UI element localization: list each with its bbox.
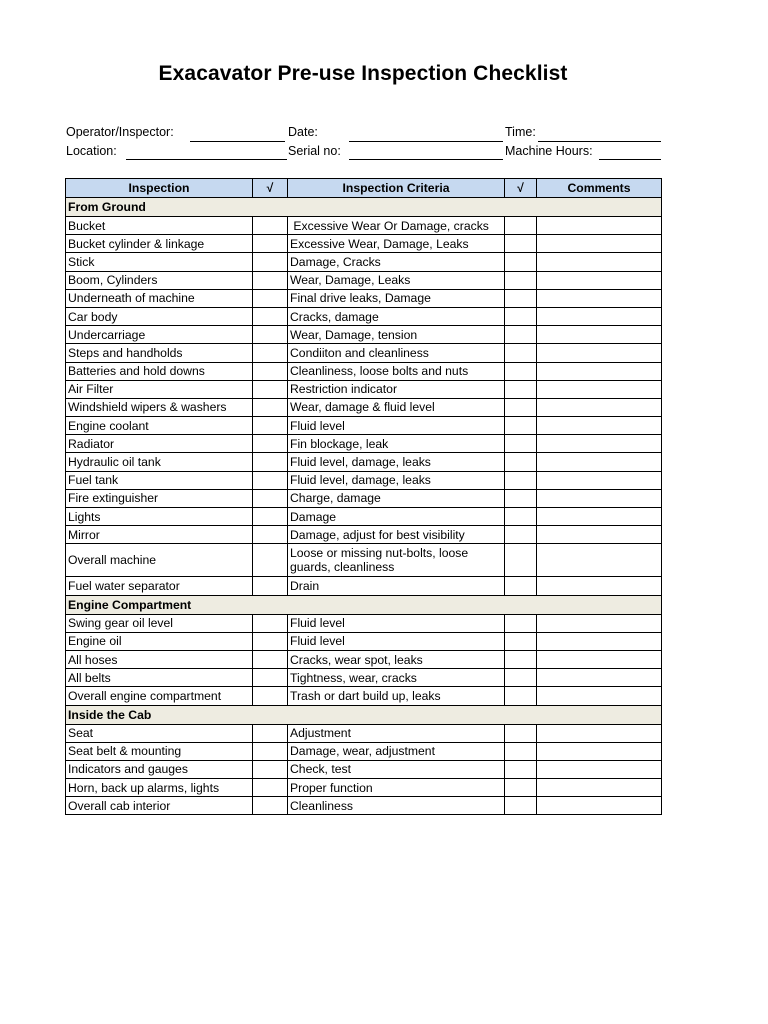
table-row: [66, 508, 662, 526]
check-cell-2[interactable]: [505, 760, 537, 778]
inspection-item: Engine oil: [66, 632, 253, 650]
inspection-criteria: Wear, damage & fluid level: [288, 398, 505, 416]
comments-cell[interactable]: [537, 489, 662, 507]
check-cell-1[interactable]: [253, 614, 288, 632]
comments-cell[interactable]: [537, 724, 662, 742]
check-cell-1[interactable]: [253, 544, 288, 577]
inspection-item: Hydraulic oil tank: [66, 453, 253, 471]
col-check-2: √: [505, 179, 537, 198]
inspection-criteria: Fluid level, damage, leaks: [288, 453, 505, 471]
check-cell-1[interactable]: [253, 724, 288, 742]
comments-cell[interactable]: [537, 742, 662, 760]
comments-cell[interactable]: [537, 650, 662, 668]
inspection-criteria: Cleanliness: [288, 797, 505, 815]
inspection-criteria: Fluid level: [288, 632, 505, 650]
check-cell-2[interactable]: [505, 614, 537, 632]
check-cell-1[interactable]: [253, 471, 288, 489]
table-row: [66, 797, 662, 815]
check-cell-2[interactable]: [505, 779, 537, 797]
serial-label: Serial no:: [288, 144, 341, 158]
inspection-criteria: Wear, Damage, Leaks: [288, 271, 505, 289]
inspection-item: Overall cab interior: [66, 797, 253, 815]
inspection-item: Overall machine: [66, 544, 253, 577]
inspection-criteria: Wear, Damage, tension: [288, 326, 505, 344]
table-row: [66, 614, 662, 632]
section-row: [66, 595, 662, 614]
inspection-criteria: Damage, Cracks: [288, 253, 505, 271]
table-row: [66, 380, 662, 398]
comments-cell[interactable]: [537, 471, 662, 489]
check-cell-2[interactable]: [505, 344, 537, 362]
check-cell-2[interactable]: [505, 526, 537, 544]
inspection-item: Fuel water separator: [66, 577, 253, 595]
table-row: [66, 650, 662, 668]
check-cell-1[interactable]: [253, 271, 288, 289]
location-label: Location:: [66, 144, 117, 158]
inspection-item: All hoses: [66, 650, 253, 668]
inspection-criteria: Cleanliness, loose bolts and nuts: [288, 362, 505, 380]
operator-field[interactable]: [190, 141, 285, 142]
table-body: [66, 198, 662, 815]
check-cell-1[interactable]: [253, 742, 288, 760]
table-row: [66, 326, 662, 344]
check-cell-1[interactable]: [253, 217, 288, 235]
time-label: Time:: [505, 125, 536, 139]
check-cell-1[interactable]: [253, 650, 288, 668]
table-row: [66, 271, 662, 289]
inspection-criteria: Proper function: [288, 779, 505, 797]
location-field[interactable]: [126, 159, 287, 160]
check-cell-2[interactable]: [505, 289, 537, 307]
inspection-item: Fire extinguisher: [66, 489, 253, 507]
inspection-item: Overall engine compartment: [66, 687, 253, 705]
inspection-criteria: Drain: [288, 577, 505, 595]
inspection-item: Indicators and gauges: [66, 760, 253, 778]
section-row: [66, 198, 662, 217]
table-row: [66, 471, 662, 489]
table-row: [66, 289, 662, 307]
check-cell-1[interactable]: [253, 417, 288, 435]
inspection-item: Boom, Cylinders: [66, 271, 253, 289]
machine-hours-label: Machine Hours:: [505, 144, 593, 158]
check-cell-2[interactable]: [505, 544, 537, 577]
table-row: [66, 669, 662, 687]
table-row: [66, 760, 662, 778]
table-row: [66, 362, 662, 380]
check-cell-2[interactable]: [505, 471, 537, 489]
inspection-criteria: Adjustment: [288, 724, 505, 742]
comments-cell[interactable]: [537, 435, 662, 453]
comments-cell[interactable]: [537, 380, 662, 398]
table-header-row: [66, 179, 662, 198]
check-cell-1[interactable]: [253, 797, 288, 815]
table-row: [66, 526, 662, 544]
check-cell-1[interactable]: [253, 435, 288, 453]
comments-cell[interactable]: [537, 614, 662, 632]
check-cell-2[interactable]: [505, 417, 537, 435]
check-cell-1[interactable]: [253, 398, 288, 416]
operator-label: Operator/Inspector:: [66, 125, 174, 139]
table-row: [66, 724, 662, 742]
check-cell-1[interactable]: [253, 253, 288, 271]
table-row: [66, 253, 662, 271]
check-cell-1[interactable]: [253, 669, 288, 687]
comments-cell[interactable]: [537, 779, 662, 797]
table-row: [66, 544, 662, 577]
check-cell-2[interactable]: [505, 650, 537, 668]
table-row: [66, 307, 662, 325]
inspection-item: All belts: [66, 669, 253, 687]
inspection-item: Lights: [66, 508, 253, 526]
comments-cell[interactable]: [537, 307, 662, 325]
table-row: [66, 344, 662, 362]
table-row: [66, 235, 662, 253]
inspection-criteria: Fluid level: [288, 614, 505, 632]
check-cell-1[interactable]: [253, 453, 288, 471]
check-cell-1[interactable]: [253, 326, 288, 344]
col-comments: Comments: [537, 179, 662, 198]
inspection-criteria: Restriction indicator: [288, 380, 505, 398]
comments-cell[interactable]: [537, 217, 662, 235]
inspection-criteria: Final drive leaks, Damage: [288, 289, 505, 307]
check-cell-1[interactable]: [253, 508, 288, 526]
check-cell-2[interactable]: [505, 380, 537, 398]
check-cell-1[interactable]: [253, 344, 288, 362]
section-row: [66, 705, 662, 724]
check-cell-2[interactable]: [505, 669, 537, 687]
inspection-criteria: Excessive Wear Or Damage, cracks: [288, 217, 505, 235]
inspection-item: Car body: [66, 307, 253, 325]
check-cell-2[interactable]: [505, 508, 537, 526]
check-cell-2[interactable]: [505, 453, 537, 471]
table-row: [66, 489, 662, 507]
inspection-criteria: Damage, wear, adjustment: [288, 742, 505, 760]
inspection-criteria: Charge, damage: [288, 489, 505, 507]
check-cell-2[interactable]: [505, 435, 537, 453]
inspection-item: Stick: [66, 253, 253, 271]
check-cell-2[interactable]: [505, 235, 537, 253]
table-row: [66, 779, 662, 797]
check-cell-2[interactable]: [505, 253, 537, 271]
inspection-item: Radiator: [66, 435, 253, 453]
inspection-criteria: Loose or missing nut-bolts, loose guards, cleanliness: [288, 544, 505, 577]
table-row: [66, 577, 662, 595]
check-cell-1[interactable]: [253, 289, 288, 307]
table-row: [66, 742, 662, 760]
inspection-item: Batteries and hold downs: [66, 362, 253, 380]
table-row: [66, 217, 662, 235]
comments-cell[interactable]: [537, 669, 662, 687]
comments-cell[interactable]: [537, 797, 662, 815]
comments-cell[interactable]: [537, 687, 662, 705]
inspection-item: Undercarriage: [66, 326, 253, 344]
inspection-criteria: Cracks, damage: [288, 307, 505, 325]
inspection-item: Steps and handholds: [66, 344, 253, 362]
table-row: [66, 687, 662, 705]
inspection-criteria: Damage: [288, 508, 505, 526]
check-cell-1[interactable]: [253, 779, 288, 797]
col-inspection-criteria: Inspection Criteria: [288, 179, 505, 198]
check-cell-1[interactable]: [253, 235, 288, 253]
comments-cell[interactable]: [537, 253, 662, 271]
table-row: [66, 632, 662, 650]
check-cell-2[interactable]: [505, 307, 537, 325]
inspection-criteria: Check, test: [288, 760, 505, 778]
check-cell-2[interactable]: [505, 742, 537, 760]
inspection-criteria: Fluid level: [288, 417, 505, 435]
comments-cell[interactable]: [537, 289, 662, 307]
comments-cell[interactable]: [537, 526, 662, 544]
inspection-criteria: Fin blockage, leak: [288, 435, 505, 453]
check-cell-2[interactable]: [505, 632, 537, 650]
check-cell-1[interactable]: [253, 760, 288, 778]
inspection-item: Seat belt & mounting: [66, 742, 253, 760]
check-cell-2[interactable]: [505, 362, 537, 380]
inspection-item: Underneath of machine: [66, 289, 253, 307]
time-field[interactable]: [538, 141, 661, 142]
check-cell-2[interactable]: [505, 724, 537, 742]
inspection-item: Windshield wipers & washers: [66, 398, 253, 416]
page-title: Exacavator Pre-use Inspection Checklist: [158, 62, 568, 85]
check-cell-2[interactable]: [505, 271, 537, 289]
comments-cell[interactable]: [537, 632, 662, 650]
inspection-item: Bucket cylinder & linkage: [66, 235, 253, 253]
inspection-table: [65, 178, 662, 815]
comments-cell[interactable]: [537, 508, 662, 526]
comments-cell[interactable]: [537, 326, 662, 344]
check-cell-2[interactable]: [505, 797, 537, 815]
comments-cell[interactable]: [537, 398, 662, 416]
comments-cell[interactable]: [537, 235, 662, 253]
comments-cell[interactable]: [537, 344, 662, 362]
section-title: Engine Compartment: [66, 595, 662, 614]
section-title: From Ground: [66, 198, 662, 217]
machine-hours-field[interactable]: [599, 159, 661, 160]
check-cell-2[interactable]: [505, 326, 537, 344]
comments-cell[interactable]: [537, 577, 662, 595]
table-row: [66, 453, 662, 471]
check-cell-1[interactable]: [253, 362, 288, 380]
comments-cell[interactable]: [537, 271, 662, 289]
check-cell-1[interactable]: [253, 489, 288, 507]
inspection-criteria: Excessive Wear, Damage, Leaks: [288, 235, 505, 253]
inspection-item: Bucket: [66, 217, 253, 235]
check-cell-1[interactable]: [253, 526, 288, 544]
comments-cell[interactable]: [537, 760, 662, 778]
inspection-item: Fuel tank: [66, 471, 253, 489]
inspection-criteria: Tightness, wear, cracks: [288, 669, 505, 687]
check-cell-2[interactable]: [505, 489, 537, 507]
inspection-item: Engine coolant: [66, 417, 253, 435]
check-cell-1[interactable]: [253, 632, 288, 650]
col-inspection: Inspection: [66, 179, 253, 198]
table-row: [66, 435, 662, 453]
inspection-criteria: Cracks, wear spot, leaks: [288, 650, 505, 668]
comments-cell[interactable]: [537, 544, 662, 577]
inspection-criteria: Condiiton and cleanliness: [288, 344, 505, 362]
inspection-item: Swing gear oil level: [66, 614, 253, 632]
inspection-criteria: Trash or dart build up, leaks: [288, 687, 505, 705]
check-cell-2[interactable]: [505, 577, 537, 595]
table-row: [66, 417, 662, 435]
section-title: Inside the Cab: [66, 705, 662, 724]
table-row: [66, 398, 662, 416]
comments-cell[interactable]: [537, 417, 662, 435]
inspection-item: Air Filter: [66, 380, 253, 398]
inspection-item: Seat: [66, 724, 253, 742]
inspection-item: Horn, back up alarms, lights: [66, 779, 253, 797]
comments-cell[interactable]: [537, 362, 662, 380]
check-cell-2[interactable]: [505, 687, 537, 705]
check-cell-1[interactable]: [253, 380, 288, 398]
inspection-criteria: Damage, adjust for best visibility: [288, 526, 505, 544]
check-cell-1[interactable]: [253, 577, 288, 595]
check-cell-1[interactable]: [253, 307, 288, 325]
col-check-1: √: [253, 179, 288, 198]
inspection-criteria: Fluid level, damage, leaks: [288, 471, 505, 489]
inspection-item: Mirror: [66, 526, 253, 544]
check-cell-2[interactable]: [505, 398, 537, 416]
date-label: Date:: [288, 125, 318, 139]
serial-field[interactable]: [349, 159, 503, 160]
comments-cell[interactable]: [537, 453, 662, 471]
check-cell-1[interactable]: [253, 687, 288, 705]
date-field[interactable]: [349, 141, 503, 142]
check-cell-2[interactable]: [505, 217, 537, 235]
